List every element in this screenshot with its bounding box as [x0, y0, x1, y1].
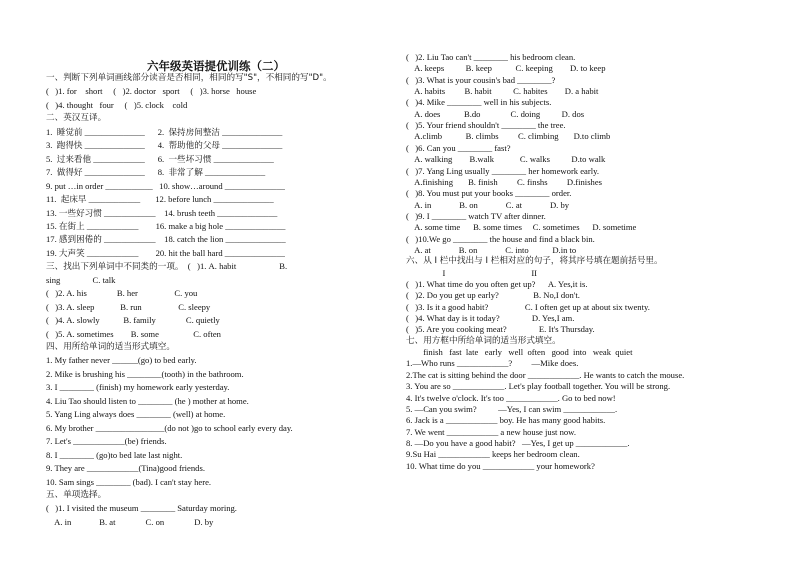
exercise-line: 2. Mike is brushing his ________(tooth) in the bathroom.: [46, 368, 244, 379]
exercise-line: 10. What time do you ____________ your homework?: [406, 460, 595, 471]
exercise-line: 7. 做得好 ______________ 8. 非常了解 ______________: [46, 167, 266, 178]
exercise-line: A. some time B. some times C. sometimes D. sometime: [406, 222, 637, 233]
exercise-line: ( )5. Your friend shouldn't ________ the tree.: [406, 120, 566, 131]
exercise-line: 8. I ________ (go)to bed late last night.: [46, 449, 183, 460]
exercise-line: 15. 在街上 ____________ 16. make a big hole ______________: [46, 220, 286, 231]
exercise-line: 2.The cat is sitting behind the door ____________. He wants to catch the mouse.: [406, 369, 685, 380]
exercise-line: 11. 起床早 ____________ 12. before lunch ______________: [46, 194, 274, 205]
section-heading: 四、用所给单词的适当形式填空。: [46, 342, 175, 352]
exercise-line: A.finishing B. finish C. finshs D.finishes: [406, 176, 602, 187]
exercise-line: ( )1. What time do you often get up? A. Yes,it is.: [406, 279, 588, 289]
exercise-line: ( )9. I ________ watch TV after dinner.: [406, 210, 546, 221]
exercise-line: 7. We went ____________ a new house just now.: [406, 426, 576, 437]
exercise-line: 3. You are so ____________. Let's play football together. You will be strong.: [406, 381, 671, 392]
exercise-line: ( )7. Yang Ling usually ________ her homework early.: [406, 165, 600, 176]
exercise-line: A. walking B.walk C. walks D.to walk: [406, 154, 606, 165]
exercise-line: 5. 过来看他 ____________ 6. 一些坏习惯 ______________: [46, 153, 274, 164]
exercise-line: I II: [406, 267, 538, 278]
exercise-line: 1. 睡觉前 ______________ 2. 保持房间整洁 ______________: [46, 126, 283, 137]
exercise-line: ( )4. thought four ( )5. clock cold: [46, 99, 188, 110]
exercise-line: A. keeps B. keep C. keeping D. to keep: [406, 63, 606, 74]
exercise-line: ( )1. for short ( )2. doctor sport ( )3. horse house: [46, 86, 257, 97]
exercise-line: 1.—Who runs ____________? —Mike does.: [406, 358, 579, 369]
exercise-line: 5. —Can you swim? —Yes, I can swim ____________.: [406, 403, 618, 414]
exercise-line: ( )4. Mike ________ well in his subjects.: [406, 97, 552, 108]
section-heading: 五、单项选择。: [46, 489, 107, 500]
exercise-line: A. habits B. habit C. habites D. a habit: [406, 86, 599, 97]
exercise-line: ( )2. A. his B. her C. you: [46, 288, 198, 299]
exercise-line: 6. My brother ________________(do not )go to school early every day.: [46, 422, 293, 433]
exercise-line: ( )3. Is it a good habit? C. I often get up at about six twenty.: [406, 301, 650, 312]
exercise-line: 19. 大声笑 ____________ 20. hit the ball hard ______________: [46, 247, 285, 258]
exercise-line: 三、找出下列单词中不同类的一项。 ( )1. A. habit B.: [46, 261, 288, 272]
exercise-line: ( )10.We go ________ the house and find a black bin.: [406, 233, 595, 244]
exercise-line: 4. It's twelve o'clock. It's too ____________. Go to bed now!: [406, 392, 616, 403]
exercise-line: ( )3. What is your cousin's bad ________?: [406, 74, 556, 85]
section-heading: 七、用方框中所给单词的适当形式填空。: [406, 335, 561, 346]
exercise-line: A. in B. at C. on D. by: [46, 516, 214, 527]
exercise-line: ( )4. A. slowly B. family C. quietly: [46, 315, 220, 326]
exercise-line: ( )8. You must put your books ________ order.: [406, 188, 572, 199]
section-heading: 二、英汉互译。: [46, 113, 107, 124]
exercise-line: A. at B. on C. into D.in to: [406, 244, 577, 255]
exercise-line: 9. They are ____________(Tina)good friends.: [46, 463, 205, 474]
exercise-line: ( )6. Can you ________ fast?: [406, 142, 511, 153]
exercise-line: 9.Su Hai ____________ keeps her bedroom clean.: [406, 449, 580, 460]
exercise-line: sing C. talk: [46, 274, 116, 285]
exercise-line: 9. put …in order ___________ 10. show…around ______________: [46, 180, 285, 191]
exercise-line: 17. 感到困倦的 ____________ 18. catch the lion ______________: [46, 234, 286, 245]
exercise-line: 10. Sam sings ________ (bad). I can't stay here.: [46, 476, 212, 487]
exercise-line: 3. 跑得快 ______________ 4. 帮助他的父母 ______________: [46, 140, 283, 151]
exercise-line: 3. I ________ (finish) my homework early yesterday.: [46, 382, 230, 393]
exercise-line: ( )1. I visited the museum ________ Saturday moring.: [46, 503, 237, 514]
exercise-line: ( )2. Do you get up early? B. No,I don't.: [406, 290, 580, 301]
exercise-line: ( )5. Are you cooking meat? E. It's Thursday.: [406, 324, 595, 335]
exercise-line: 6. Jack is a ____________ boy. He has many good habits.: [406, 415, 606, 426]
exercise-line: 7. Let's ____________(be) friends.: [46, 436, 167, 447]
exercise-line: 5. Yang Ling always does ________ (well) at home.: [46, 409, 226, 420]
exercise-line: 8. —Do you have a good habit? —Yes, I get up ____________.: [406, 437, 630, 448]
exercise-line: ( )4. What day is it today? D. Yes,I am.: [406, 313, 575, 324]
exercise-line: ( )3. A. sleep B. run C. sleepy: [46, 301, 211, 312]
exercise-line: ( )2. Liu Tao can't ________ his bedroom clean.: [406, 52, 576, 62]
section-heading: 一、判断下列单词画线部分读音是否相同，相同的写"S"，不相同的写"D"。: [46, 73, 332, 83]
exercise-line: A. does B.do C. doing D. dos: [406, 108, 585, 119]
section-heading: 六、从 I 栏中找出与 I 栏相对应的句子，将其序号填在题前括号里。: [406, 256, 663, 267]
exercise-line: ( )5. A. sometimes B. some C. often: [46, 328, 221, 339]
exercise-line: A. in B. on C. at D. by: [406, 199, 570, 210]
exercise-line: 1. My father never ______(go) to bed early.: [46, 355, 197, 366]
exercise-line: A.climb B. climbs C. climbing D.to climb: [406, 131, 611, 142]
page-title: 六年级英语提优训练（二）: [147, 59, 285, 73]
exercise-line: finish fast late early well often good into weak quiet: [406, 347, 633, 358]
exercise-line: 13. 一些好习惯 ____________ 14. brush teeth ______________: [46, 207, 278, 218]
exercise-line: 4. Liu Tao should listen to ________ (he ) mother at home.: [46, 395, 249, 406]
